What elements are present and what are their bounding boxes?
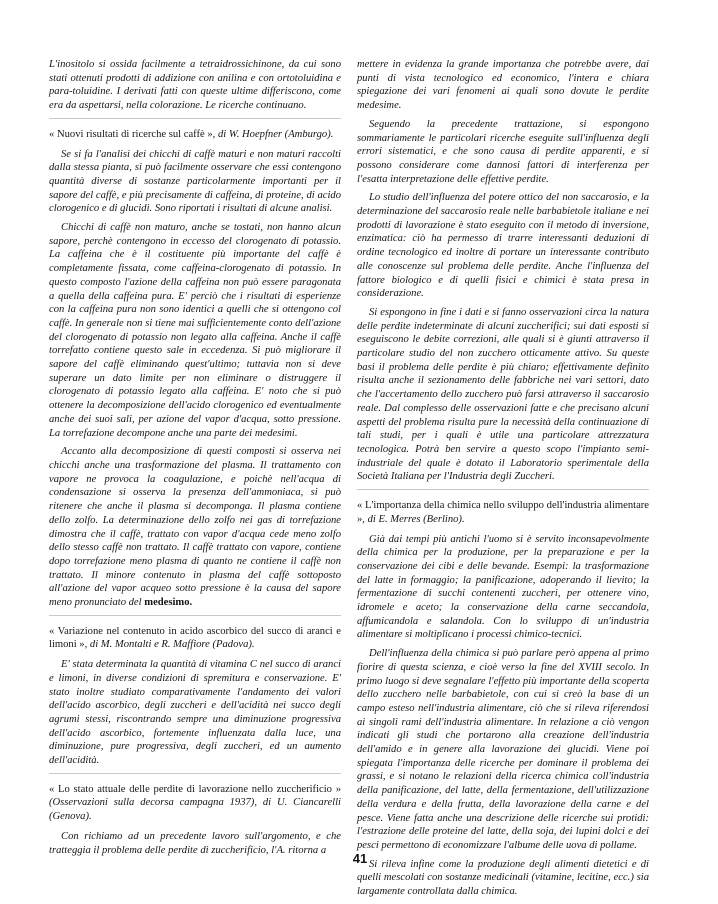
- article-heading-caffe: [49, 128, 341, 142]
- article-paragraph: Seguendo la precedente trattazione, si espongono sommariamente le particolari ricerche eseguite sull'influenza degli errori sistematici, e che sono causa di perdite apparenti, e si possono considerare come dannosi fattori di interferenza per l'esatta interpretazione delle effettive perdite.: [357, 118, 649, 185]
- article-subtitle: (Osservazioni sulla decorsa campagna 1937), di U. Ciancarelli (Genova).: [49, 797, 341, 823]
- article-title: « Nuovi risultati di ricerche sul caffè »,: [49, 128, 216, 140]
- article-author: di M. Montalti e R. Maffiore (Padova).: [89, 639, 255, 651]
- page-number: 41: [352, 851, 368, 866]
- right-column: [357, 58, 649, 904]
- article-title: « Variazione nel contenuto in acido ascorbico del succo di aranci e limoni »,: [49, 625, 341, 651]
- article-heading-zuccherificio: [49, 783, 341, 824]
- article-title: « Lo stato attuale delle perdite di lavorazione nello zuccherificio »: [49, 783, 341, 795]
- section-divider: [49, 773, 341, 774]
- article-paragraph: Si rileva infine come la produzione degli alimenti dietetici e di quelli mescolati con sostanze medicinali (vitamine, lecitine, ecc.) sia largamente controllata dalla chimica.: [357, 858, 649, 898]
- article-heading-chimica: [357, 499, 649, 526]
- article-author: di E. Merres (Berlino).: [367, 513, 465, 525]
- article-paragraph: E' stata determinata la quantità di vitamina C nel succo di aranci e limoni, in diverse condizioni di spremitura e conservazione. E' stato inoltre studiato comparativamente l'andamento dei valori dell'acido ascorbico, degli zuccheri e dell'acidità nei succo degli agrumi stessi, riscontrando sempre una diminuzione progressiva dell'acido ascorbico, fortemente influenzata dalla luce, una diminuzione, pure progressiva, degli zuccheri, ed un aumento dell'acidità.: [49, 659, 341, 767]
- article-heading-agrumi: [49, 625, 341, 652]
- intro-paragraph: L'inositolo si ossida facilmente a tetraidrossichinone, da cui sono stati ottenuti prodotti di addizione con anilina e con ortotoluidina e para-toluidine. I derivati fatti con queste ultime differiscono, come era da aspettarsi, nella colorazione. Le ricerche continuano.: [49, 59, 341, 112]
- article-paragraph: mettere in evidenza la grande importanza che potrebbe avere, dai punti di vista tecnologico ed economico, l'intera e chiara spiegazione dei vari fenomeni ai quali sono dovute le perdite medesime.: [357, 59, 649, 112]
- article-paragraph: Dell'influenza della chimica si può parlare però appena al primo fiorire di questa scienza, e cioè verso la fine del XVIII secolo. In primo luogo si deve segnalare l'effetto più importante della scoperta dello zucchero nelle barbabietole, con cui si creò la base di un campo esteso nell'industria alimentare, ciò che si rileva riferendosi ai singoli rami dell'industria alimentare. In relazione a ciò vengon indicati gli studi che portarono alla creazione dell'industria dell'amido e in genere alla lavorazione dei glucidi. Viene poi spiegata l'importanza delle ricerche per dominare il problema dei grassi, e si notano le relazioni della ricerca chimica coll'industria della panificazione, del latte, della fermentazione, dell'utilizzazione della verdura e della frutta, della lavorazione della carne e del pesce. Viene fatta anche una descrizione delle ricerche sui protidi: l'estrazione delle proteine del latte, della soja, dei lupini dolci e dei pesci permettono di economizzare l'albume delle uova di pollame.: [357, 648, 649, 851]
- article-paragraph: Se si fa l'analisi dei chicchi di caffè maturi e non maturi raccolti dalla stessa pianta, si può facilmente osservare che essi contengono quantità diverse di sostanze particolarmente importanti per il sapore del caffè, e più precisamente di caffeina, di proteine, di acido clorogenico e di glucidi. Sono riportati i risultati di alcune analisi.: [49, 148, 341, 215]
- section-divider: [49, 118, 341, 119]
- article-author: di W. Hoepfner (Amburgo).: [217, 128, 334, 140]
- section-divider: [49, 615, 341, 616]
- section-divider: [357, 489, 649, 490]
- article-paragraph: Chicchi di caffè non maturo, anche se tostati, non hanno alcun sapore, perchè contengono in eccesso del clorogenato di potassio. La caffeina che è il costituente più importante del caffè è completamente fissata, come caffeina-clorogenato di potassio. In questo composto l'azione della caffeina non può essere paragonata a quella della caffeina pura. E' perciò che i risultati di esperienze con la caffeina pura non sono identici a quelli che si ottengono col caffè. In generale non si tiene mai sufficientemente conto dell'azione del clorogenato di potassio non legato alla caffeina. Anche il caffè torrefatto contiene questo sale in eccedenza. Si può migliorare il sapore del caffè eliminando quest'ultimo; tuttavia non si deve superare un dato limite per non eliminare o distruggere il clorogenato di potassio legato alla caffeina. E' noto che si può ottenere la decomposizione dell'acido clorogenico ed eventualmente anche dei suoi sali, per azione del vapor d'acqua, sotto pressione. La torrefazione decompone anche una parte dei medesimi.: [49, 222, 341, 439]
- article-paragraph: [49, 445, 341, 609]
- left-column: [49, 58, 341, 862]
- article-title: « L'importanza della chimica nello sviluppo dell'industria alimentare »,: [357, 500, 649, 525]
- article-paragraph: Con richiamo ad un precedente lavoro sull'argomento, e che tratteggia il problema delle perdite di zuccherificio, l'A. ritorna a: [49, 830, 341, 856]
- article-paragraph: Lo studio dell'influenza del potere ottico del non saccarosio, e la determinazione del saccarosio reale nelle barbabietole italiane e nei prodotti di lavorazione è stato eseguito con il metodo di inversione, enzimatica: ciò ha permesso di trarre interessanti deduzioni di ordine tecnologico ed inoltre di portare un interessante contributo alle conoscenze sul problema delle perdite. Anche l'influenza del fattore biologico e di quelli fisici e chimici è stata presa in considerazione.: [357, 192, 649, 300]
- article-paragraph: Si espongono in fine i dati e si fanno osservazioni circa la natura delle perdite indeterminate di alcuni zuccherifici; sui dati esposti si eseguiscono le debite correzioni, alle quali si è giunti attraverso il particolare studio del non zucchero otticamente attivo. Su queste basi il problema delle perdite è più chiaro; effettivamente definito risulta anche il sezionamento delle fabbriche nei vari settori, dato che l'accertamento dello zucchero può farsi attraverso il saccarosio reale. Dal complesso delle osservazioni fatte e che precisano alcuni aspetti del problema risulta pure la necessità della continuazione di tali studi, per i quali è utile una particolare attrezzatura tecnologica. Potrà ben servire a questo scopo l'impianto semi-industriale del quale è dotato il Laboratorio sperimentale della Società Italiana per l'Industria degli Zuccheri.: [357, 306, 649, 483]
- emphasized-word: medesimo.: [144, 597, 193, 609]
- article-paragraph: Già dai tempi più antichi l'uomo si è servito inconsapevolmente della chimica per la produzione, per la preparazione e per la conservazione dei cibi e delle bevande. Esempi: la trasformazione del latte in formaggio; la panificazione, adoperando il lievito; la fermentazione di succhi contenenti zuccheri, per ottenere vino, idromele e aceto; la conservazione della carne seccandola, affumicandola e salandola. Con lo sviluppo di un'industria alimentare si moltiplicano i processi chimico-tecnici.: [357, 533, 649, 641]
- article-paragraph-text: Accanto alla decomposizione di questi composti si osserva nei chicchi anche una trasformazione del plasma. Il trattamento con vapore ne provoca la coagulazione, e poichè nell'acqua di condensazione si osserva la presenza dell'ammoniaca, si può ritenere che anche il plasma si decomponga. Il plasma contiene dello zolfo. La determinazione dello zolfo nei gas di torrefazione dimostra che il caffè, trattato con vapor d'acqua cede meno zolfo dello stesso caffè non trattato. Il caffè trattato con vapore, contiene dopo torrefazione meno plasma di quanto ne contiene il caffè non trattato. Il minore contenuto in plasma del caffè sottoposto all'azione del vapor acqueo sotto pressione è la causa del sapore meno pronunciato del: [49, 446, 341, 609]
